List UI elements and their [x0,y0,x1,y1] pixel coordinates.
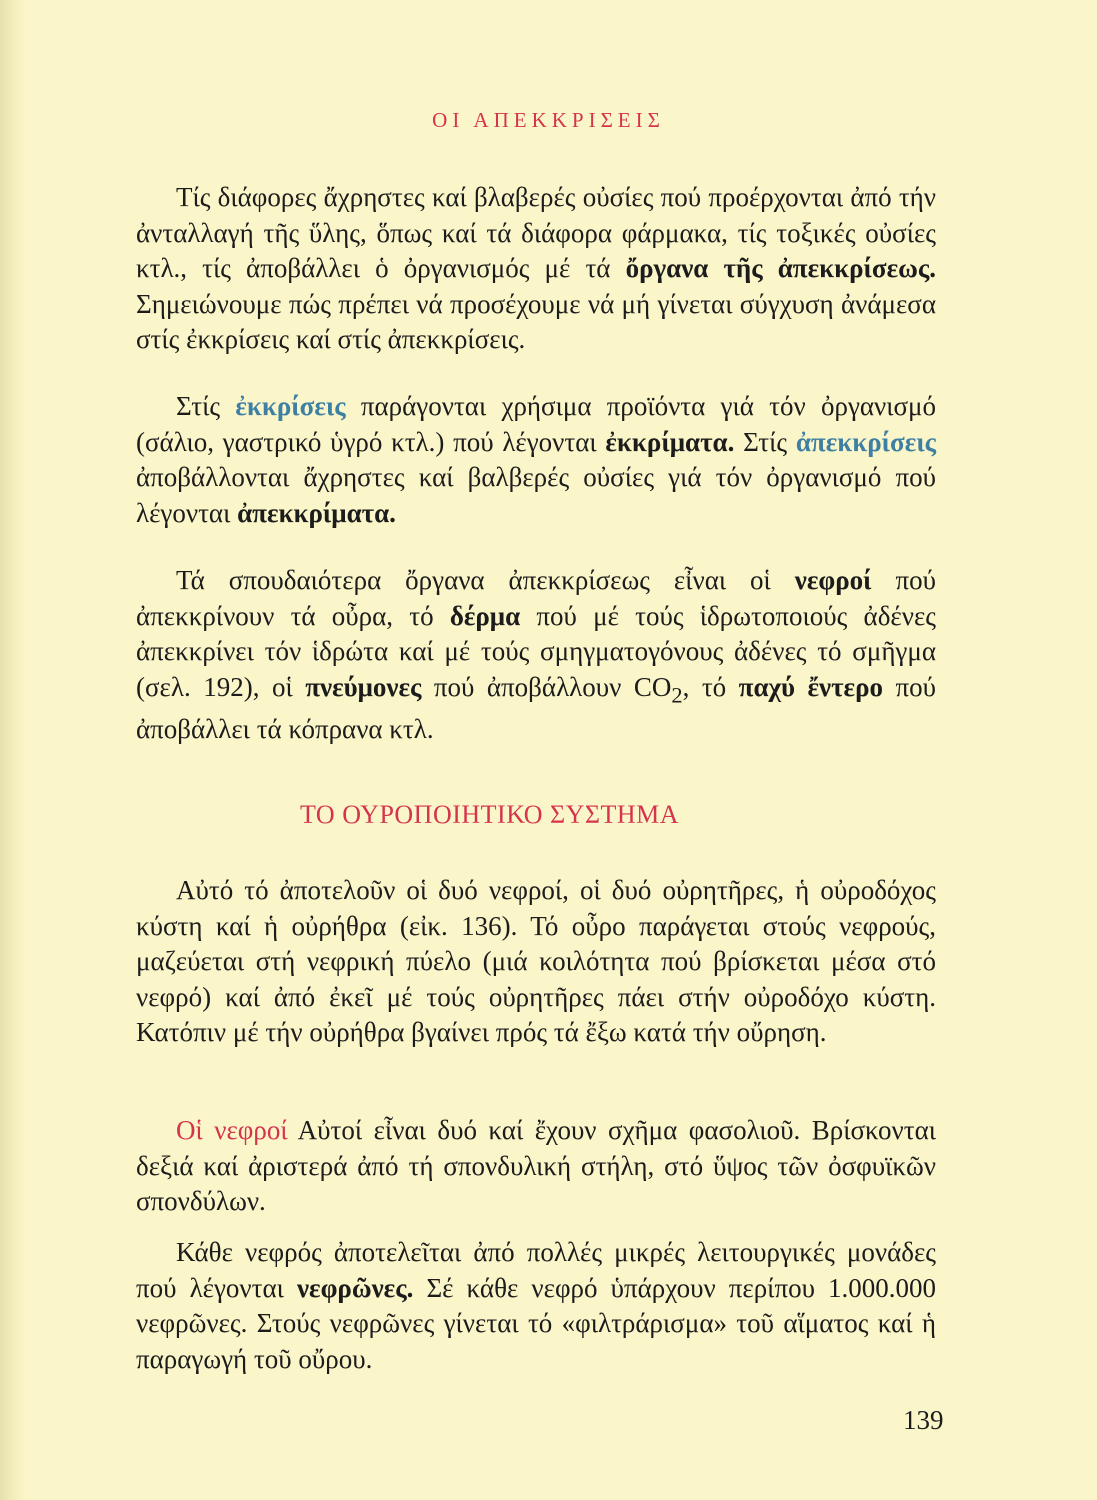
page-header: ΟΙ ΑΠΕΚΚΡΙΣΕΙΣ [432,108,665,132]
p6-bold-nephrons: νεφρῶνες. [296,1272,414,1303]
p5-text-1: Αὐτοί εἶναι δυό καί ἔχουν σχῆμα φασολιοῦ. Βρίσκονται δεξιά καί ἀριστερά ἀπό τή σπονδυλική στήλη, στό ὕψος τῶν ὀσφυϊκῶν σπονδύλων. [136,1115,936,1216]
p3-bold-kidneys: νεφροί [794,565,872,595]
p3-text-5: , τό [682,671,727,702]
p2-term-excretions: ἀπεκκρίσεις [795,426,937,457]
paragraph-secretions [136,389,936,531]
page-number: 139 [903,1405,944,1435]
p6-text-2: Σέ κάθε νεφρό ὑπάρχουν περίπου 1.000.000 νεφρῶνες. Στούς νεφρῶνες γίνεται τό «φιλτράρισμα» τοῦ αἵματος καί ἡ παραγωγή τοῦ οὔρου. [136,1272,937,1374]
p3-text-1: Τά σπουδαιότερα ὄργανα ἀπεκκρίσεως εἶναι οἱ [176,565,771,595]
p2-bold-excreta: ἀπεκκρίματα. [237,497,396,528]
paragraph-excretions-intro [136,180,936,358]
p3-text-6: πού ἀποβάλλει τά κόπρανα κτλ. [136,671,937,745]
paragraph-kidneys [136,1113,936,1220]
p3-bold-skin: δέρμα [449,600,521,631]
p3-bold-lungs: πνεύμονες [305,671,422,702]
p4-text: Αὐτό τό ἀποτελοῦν οἱ δυό νεφροί, οἱ δυό οὐρητῆρες, ἡ οὐροδόχος κύστη καί ἡ οὐρήθρα (εἰκ. 136). Τό οὖρο παράγεται στούς νεφρούς, μαζεύεται στή νεφρική πύελο (μιά κοιλότητα πού βρίσκεται μέσα στό νεφρό) καί ἀπό ἐκεῖ μέ τούς οὐρητῆρες πάει στήν οὐροδόχο κύστη. Κατόπιν μέ τήν οὐρήθρα βγαίνει πρός τά ἔξω κατά τήν οὔρηση. [136,875,936,1047]
p2-text-1: Στίς [176,391,221,421]
p1-bold-excretory-organs: ὄργανα τῆς ἀπεκκρίσεως. [625,253,937,283]
p3-subscript: 2 [671,681,683,707]
paragraph-excretory-organs [136,563,936,748]
p3-text-2: πού ἀπεκκρίνουν τά οὖρα, τό [136,565,937,631]
paragraph-urinary-system [136,873,936,1051]
p3-text-3: πού μέ τούς ἱδρωτοποιούς ἀδένες ἀπεκκρίνει τόν ἱδρώτα καί μέ τούς σμηγματογόνους ἀδένες τό σμῆγμα (σελ. 192), οἱ [136,600,936,702]
p3-text-4: πού ἀποβάλλουν CO [433,671,672,702]
p2-term-secretions: ἐκκρίσεις [235,391,346,421]
section-heading: ΤΟ ΟΥΡΟΠΟΙΗΤΙΚΟ ΣΥΣΤΗΜΑ [300,800,680,829]
paragraph-nephrons [136,1235,936,1377]
p6-text-1: Κάθε νεφρός ἀποτελεῖται ἀπό πολλές μικρές λειτουργικές μονάδες πού λέγονται [136,1237,936,1303]
p2-text-3: Στίς [743,426,788,457]
p2-bold-secreta: ἐκκρίματα. [605,426,735,457]
p1-text-1: Τίς διάφορες ἄχρηστες καί βλαβερές οὐσίες πού προέρχονται ἀπό τήν ἀνταλλαγή τῆς ὕλης, ὅπως καί τά διάφορα φάρμακα, τίς τοξικές οὐσίες κτλ., τίς ἀποβάλλει ὁ ὀργανισμός μέ τά [136,182,936,283]
p3-bold-large-intestine: παχύ ἔντερο [738,671,884,702]
p2-text-2: παράγονται χρήσιμα προϊόντα γιά τόν ὀργανισμό (σάλιο, γαστρικό ὑγρό κτλ.) πού λέγονται [136,391,937,457]
p2-text-4: ἀποβάλλονται ἄχρηστες καί βαλβερές οὐσίες γιά τόν ὀργανισμό πού λέγονται [136,462,936,528]
p5-term-kidneys: Οἱ νεφροί [176,1115,288,1145]
p1-text-2: Σημειώνουμε πώς πρέπει νά προσέχουμε νά μή γίνεται σύγχυση ἀνάμεσα στίς ἐκκρίσεις καί στίς ἀπεκκρίσεις. [136,288,936,354]
